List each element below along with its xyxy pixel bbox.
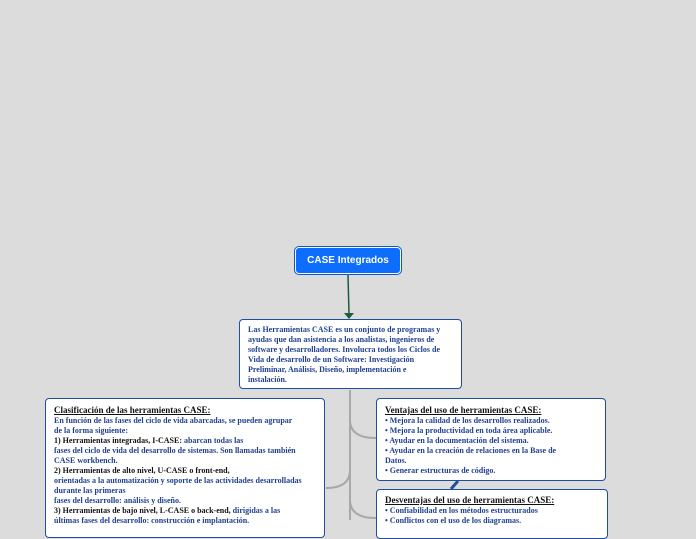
desventajas-item: • Conflictos con el uso de los diagramas. xyxy=(385,516,522,525)
root-connector xyxy=(348,275,349,314)
branch-desventajas xyxy=(350,500,376,518)
ventajas-item: • Generar estructuras de código. xyxy=(385,466,496,475)
item1-text: fases del ciclo de vida del desarrollo de sistemas. Son llamadas también xyxy=(54,446,296,455)
ventajas-desventajas-link xyxy=(451,481,458,489)
ventajas-node[interactable] xyxy=(376,398,606,481)
definition-line: software y desarrolladores. Involucra todos los Ciclos de xyxy=(248,345,440,354)
desventajas-item: • Confiabilidad en los métodos estructurados xyxy=(385,506,538,515)
clasificacion-title: Clasificación de las herramientas CASE: xyxy=(54,405,211,415)
definition-line: Preliminar, Análisis, Diseño, implementación e xyxy=(248,365,407,374)
ventajas-item: • Mejora la calidad de los desarrollos realizados. xyxy=(385,416,550,425)
definition-line: ayudas que dan asistencia a los analistas, ingenieros de xyxy=(248,335,435,344)
ventajas-item: • Ayudar en la documentación del sistema. xyxy=(385,436,529,445)
item2-text: orientadas a la automatización y soporte de las actividades desarrolladas xyxy=(54,476,302,485)
ventajas-item: Datos. xyxy=(385,456,407,465)
clasificacion-intro: En función de las fases del ciclo de vida abarcadas, se pueden agrupar xyxy=(54,416,293,425)
item3-text: últimas fases del desarrollo: construcción e implantación. xyxy=(54,516,250,525)
desventajas-node[interactable] xyxy=(376,489,608,539)
item3-heading: 3) Herramientas de bajo nivel, L-CASE o back-end, xyxy=(54,506,233,515)
item1-text: CASE workbench. xyxy=(54,456,118,465)
item1-text: abarcan todas las xyxy=(183,436,244,445)
definition-line: Vida de desarrollo de un Software: Investigación xyxy=(248,355,415,364)
item2-text: fases del desarrollo: análisis y diseño. xyxy=(54,496,181,505)
item2-heading: 2) Herramientas de alto nivel, U-CASE o front-end, xyxy=(54,466,230,475)
item3-text: dirigidas a las xyxy=(232,506,281,515)
branch-ventajas xyxy=(350,420,376,438)
root-node-label: CASE Integrados xyxy=(307,255,389,266)
branch-clasificacion xyxy=(326,470,350,488)
item2-text: durante las primeras xyxy=(54,486,126,495)
clasificacion-node[interactable] xyxy=(45,398,325,538)
root-node-case-integrados[interactable] xyxy=(295,247,401,274)
ventajas-item: • Mejora la productividad en toda área aplicable. xyxy=(385,426,553,435)
definition-line: instalación. xyxy=(248,375,287,384)
item1-heading: 1) Herramientas integradas, I-CASE: xyxy=(54,436,184,445)
clasificacion-intro: de la forma siguiente: xyxy=(54,426,128,435)
ventajas-item: • Ayudar en la creación de relaciones en la Base de xyxy=(385,446,557,455)
desventajas-title: Desventajas del uso de herramientas CASE: xyxy=(385,495,555,505)
ventajas-title: Ventajas del uso de herramientas CASE: xyxy=(385,405,542,415)
definition-line: Las Herramientas CASE es un conjunto de programas y xyxy=(248,325,441,334)
definition-node[interactable] xyxy=(239,319,462,389)
